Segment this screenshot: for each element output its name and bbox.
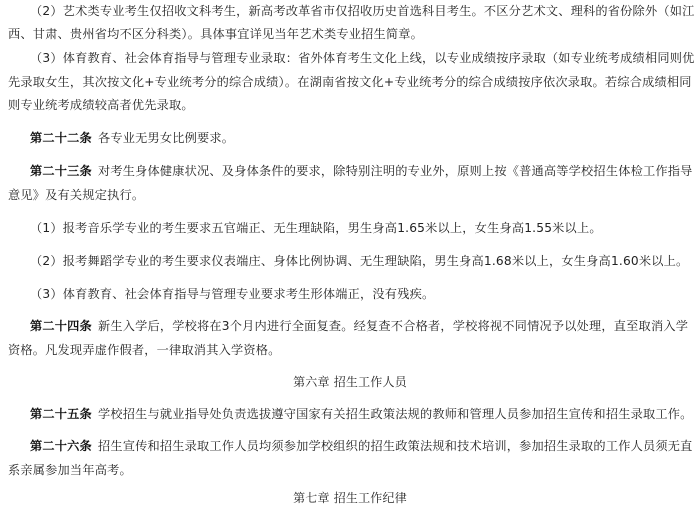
paragraph-line: 先录取女生，其次按文化+专业统考分的综合成绩）。在湖南省按文化+专业统考分的综合成绩按序依次录取。若综合成绩相同: [8, 75, 692, 89]
paragraph-line: （3）体育教育、社会体育指导与管理专业要求考生形体端正，没有残疾。: [30, 287, 435, 301]
article-number: 第二十六条: [30, 439, 92, 453]
paragraph-line: 则专业统考成绩较高者优先录取。: [8, 98, 194, 112]
paragraph-line: （1）报考音乐学专业的考生要求五官端正、无生理缺陷，男生身高1.65米以上，女生身高1.55米以上。: [30, 221, 602, 235]
paragraph-line: 资格。凡发现弄虚作假者，一律取消其入学资格。: [8, 343, 281, 357]
paragraph-line: 意见》及有关规定执行。: [8, 188, 145, 202]
article-number: 第二十五条: [30, 407, 92, 421]
article-26: 第二十六条 招生宣传和招生录取工作人员均须参加学校组织的招生政策法规和技术培训，参加招生录取的工作人员须无直: [30, 439, 693, 453]
paragraph-line: 系亲属参加当年高考。: [8, 463, 132, 477]
article-24: 第二十四条 新生入学后，学校将在3个月内进行全面复查。经复查不合格者，学校将视不同情况予以处理，直至取消入学: [30, 319, 689, 333]
paragraph-line: （2）艺术类专业考生仅招收文科考生，新高考改革省市仅招收历史首选科目考生。不区分艺术文、理科的省份除外（如江: [30, 4, 695, 18]
article-23: 第二十三条 对考生身体健康状况、及身体条件的要求，除特别注明的专业外，原则上按《普通高等学校招生体检工作指导: [30, 164, 693, 178]
chapter-heading: 第六章 招生工作人员: [293, 375, 407, 389]
chapter-heading: 第七章 招生工作纪律: [293, 491, 407, 505]
paragraph-line: 西、甘肃、贵州省均不区分科类）。具体事宜详见当年艺术类专业招生简章。: [8, 27, 424, 41]
article-number: 第二十四条: [30, 319, 92, 333]
article-number: 第二十三条: [30, 164, 92, 178]
paragraph-line: （3）体育教育、社会体育指导与管理专业录取：省外体育考生文化上线，以专业成绩按序录取（如专业统考成绩相同则优: [30, 51, 695, 65]
article-25: 第二十五条 学校招生与就业指导处负责选拔遵守国家有关招生政策法规的教师和管理人员参加招生宣传和招生录取工作。: [30, 407, 693, 421]
paragraph-line: （2）报考舞蹈学专业的考生要求仪表端庄、身体比例协调、无生理缺陷，男生身高1.68米以上，女生身高1.60米以上。: [30, 254, 689, 268]
article-number: 第二十二条: [30, 131, 92, 145]
article-22: 第二十二条 各专业无男女比例要求。: [30, 131, 235, 145]
